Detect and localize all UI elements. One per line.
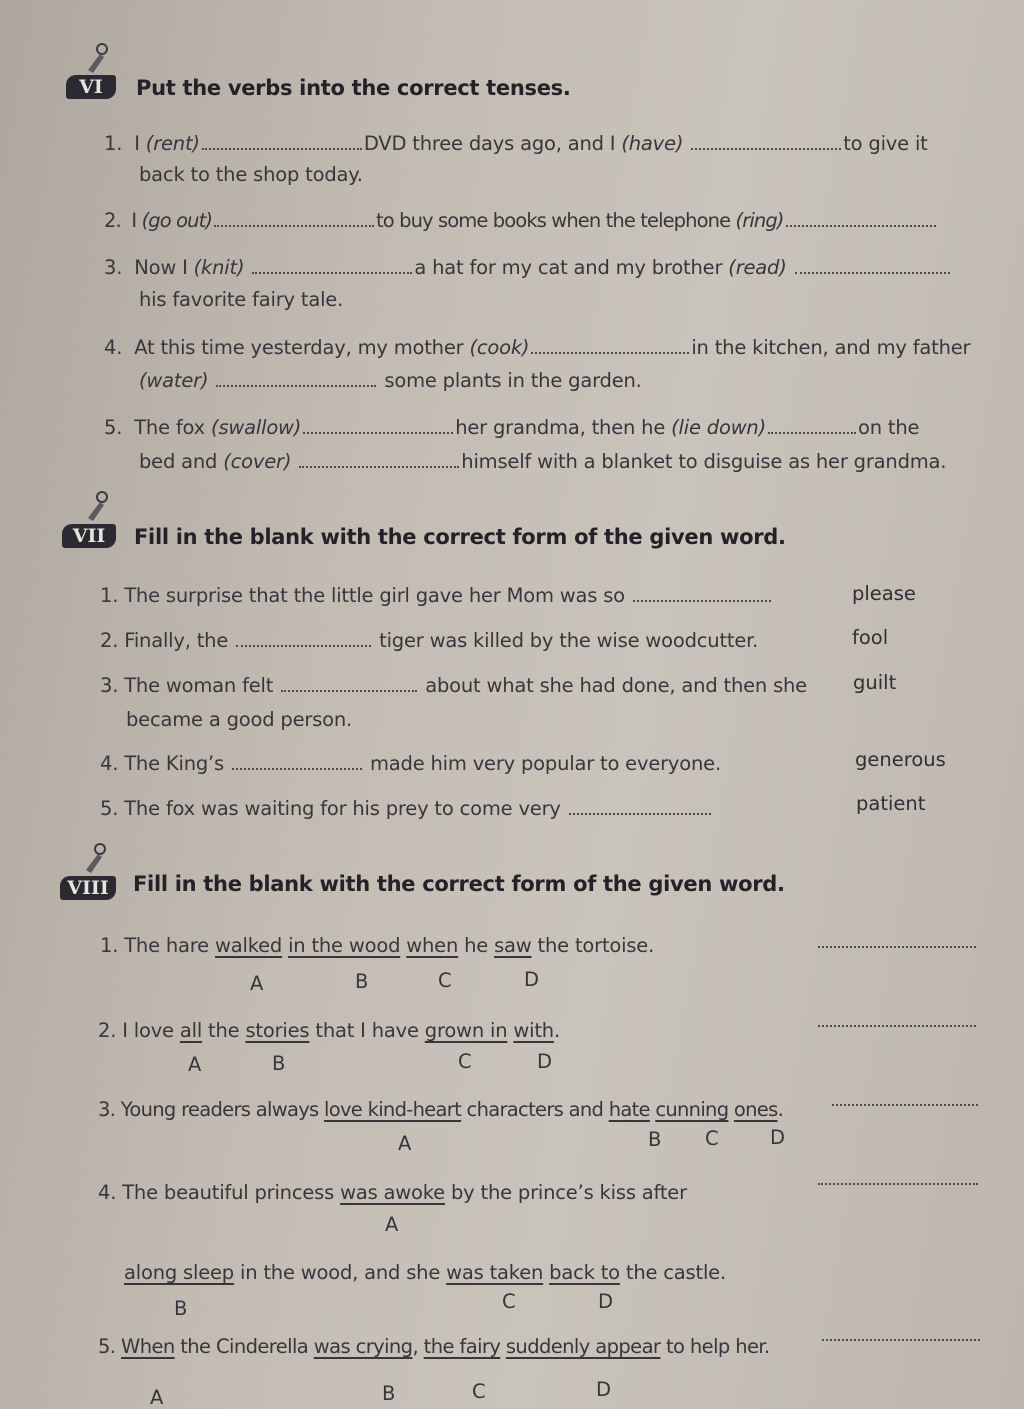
option-letter: D	[770, 1126, 786, 1149]
given-word: patient	[856, 792, 926, 815]
given-word: guilt	[853, 671, 897, 694]
exercise-item: 2. I love all the stories that I have grown in with.	[98, 1019, 560, 1042]
exercise-item: 4. At this time yesterday, my mother (cook) in the kitchen, and my father	[104, 336, 971, 359]
option-letter: A	[385, 1213, 399, 1236]
option-letter: C	[502, 1290, 516, 1313]
section-title: Fill in the blank with the correct form of the given word.	[133, 872, 785, 896]
exercise-item: 4. The King’s made him very popular to everyone.	[100, 752, 721, 775]
option-letter: B	[355, 970, 369, 993]
exercise-item: 5. The fox was waiting for his prey to come very	[100, 797, 713, 820]
exercise-item: 5. The fox (swallow) her grandma, then he (lie down) on the	[104, 416, 920, 439]
option-letter: B	[174, 1297, 188, 1320]
option-letter: A	[150, 1386, 164, 1409]
exercise-item: 3. Now I (knit) a hat for my cat and my brother (read)	[104, 256, 952, 279]
option-letter: B	[382, 1382, 396, 1405]
exercise-item: 2. Finally, the tiger was killed by the wise woodcutter.	[100, 629, 759, 652]
section-title: Put the verbs into the correct tenses.	[136, 76, 571, 100]
answer-blank	[818, 1183, 978, 1185]
section-badge: VIII	[60, 876, 116, 900]
exercise-item-cont: (water) some plants in the garden.	[139, 369, 642, 392]
option-letter: C	[438, 969, 452, 992]
given-word: generous	[855, 748, 946, 771]
given-word: please	[852, 582, 916, 605]
exercise-item: 1. The surprise that the little girl gave her Mom was so	[100, 584, 773, 607]
option-letter: B	[648, 1128, 662, 1151]
option-letter: D	[598, 1290, 614, 1313]
pencil-icon	[84, 490, 114, 524]
exercise-item: 1. I (rent) DVD three days ago, and I (have) to give it	[104, 132, 928, 155]
option-letter: C	[458, 1050, 472, 1073]
option-letter: A	[250, 972, 264, 995]
option-letter: D	[596, 1378, 612, 1401]
exercise-item: 3. The woman felt about what she had done, and then she	[100, 674, 807, 697]
answer-blank	[818, 946, 976, 948]
pencil-icon	[82, 842, 112, 876]
answer-blank	[818, 1025, 976, 1027]
exercise-item: 3. Young readers always love kind-heart characters and hate cunning ones.	[98, 1098, 784, 1121]
option-letter: C	[472, 1380, 486, 1403]
exercise-item: 1. The hare walked in the wood when he saw the tortoise.	[100, 934, 655, 957]
section-badge: VII	[62, 524, 116, 548]
option-letter: D	[537, 1050, 553, 1073]
section-title: Fill in the blank with the correct form of the given word.	[134, 525, 786, 549]
option-letter: C	[705, 1127, 719, 1150]
pencil-icon	[84, 42, 114, 76]
exercise-item-cont: back to the shop today.	[139, 163, 363, 186]
answer-blank	[832, 1104, 978, 1106]
exercise-item-cont: along sleep in the wood, and she was taken back to the castle.	[124, 1261, 726, 1284]
exercise-item: 2. I (go out) to buy some books when the telephone (ring)	[104, 209, 938, 232]
exercise-item-cont: his favorite fairy tale.	[139, 288, 344, 311]
option-letter: D	[524, 968, 540, 991]
answer-blank	[822, 1339, 980, 1341]
section-badge: VI	[66, 75, 116, 99]
exercise-item: 5. When the Cinderella was crying, the fairy suddenly appear to help her.	[98, 1335, 770, 1358]
exercise-item: 4. The beautiful princess was awoke by the prince’s kiss after	[98, 1181, 687, 1204]
option-letter: A	[188, 1053, 202, 1076]
exercise-item-cont: bed and (cover) himself with a blanket to disguise as her grandma.	[139, 450, 947, 473]
option-letter: B	[272, 1052, 286, 1075]
exercise-item-cont: became a good person.	[126, 708, 353, 731]
option-letter: A	[398, 1132, 412, 1155]
given-word: fool	[852, 626, 889, 649]
